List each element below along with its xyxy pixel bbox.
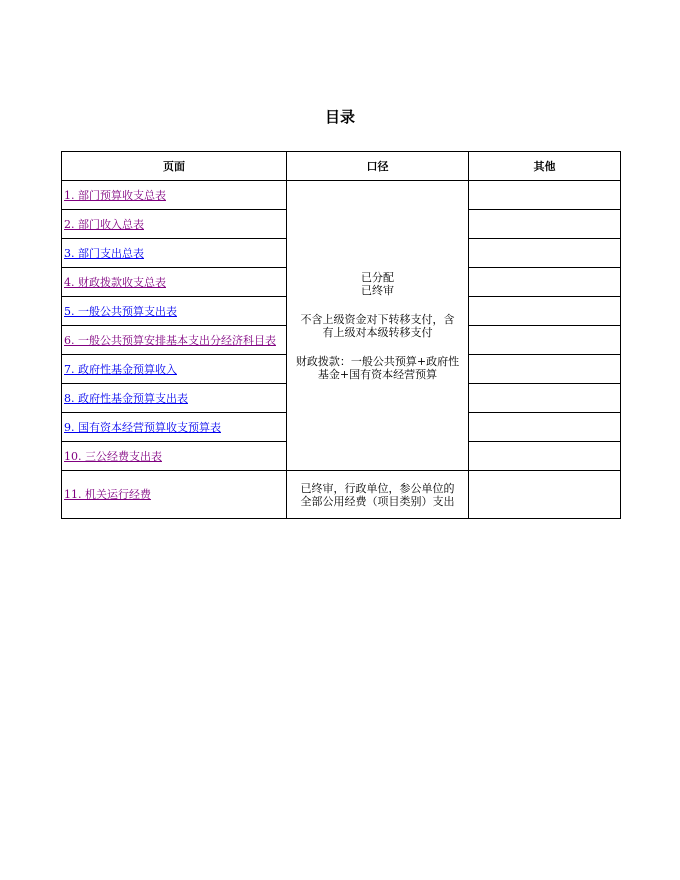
link-three-public-expenses[interactable]: 10. 三公经费支出表 bbox=[64, 449, 162, 463]
caliber-line: 有上级对本级转移支付 bbox=[322, 325, 433, 339]
link-agency-operating-funds[interactable]: 11. 机关运行经费 bbox=[64, 488, 151, 501]
link-expenditure-summary[interactable]: 3. 部门支出总表 bbox=[64, 246, 144, 260]
other-cell bbox=[469, 355, 621, 384]
link-income-summary[interactable]: 2. 部门收入总表 bbox=[64, 217, 144, 231]
link-general-public-budget[interactable]: 5. 一般公共预算支出表 bbox=[64, 304, 177, 318]
other-cell bbox=[469, 326, 621, 355]
link-gov-fund-expenditure[interactable]: 8. 政府性基金预算支出表 bbox=[64, 391, 188, 405]
caliber-line: 不含上级资金对下转移支付，含 bbox=[300, 312, 455, 326]
page-cell bbox=[62, 239, 287, 268]
caliber-paragraph bbox=[289, 313, 466, 339]
page-cell bbox=[62, 210, 287, 239]
other-cell bbox=[469, 181, 621, 210]
caliber-cell-last bbox=[287, 471, 469, 519]
link-budget-summary[interactable]: 1. 部门预算收支总表 bbox=[64, 188, 166, 202]
other-cell bbox=[469, 471, 621, 519]
other-cell bbox=[469, 210, 621, 239]
page-cell bbox=[62, 442, 287, 471]
page-title: 目录 bbox=[324, 108, 355, 126]
caliber-paragraph bbox=[289, 355, 466, 381]
page-cell bbox=[62, 297, 287, 326]
page-cell bbox=[62, 181, 287, 210]
other-cell bbox=[469, 384, 621, 413]
table-row bbox=[62, 471, 621, 519]
page-cell bbox=[62, 384, 287, 413]
page-cell bbox=[62, 355, 287, 384]
other-cell bbox=[469, 239, 621, 268]
link-state-capital-budget[interactable]: 9. 国有资本经营预算收支预算表 bbox=[64, 420, 221, 434]
other-cell bbox=[469, 413, 621, 442]
caliber-line: 基金+国有资本经营预算 bbox=[317, 367, 438, 381]
table-row bbox=[62, 181, 621, 210]
link-basic-expenditure-economic[interactable]: 6. 一般公共预算安排基本支出分经济科目表 bbox=[64, 333, 276, 347]
other-cell bbox=[469, 297, 621, 326]
header-caliber: 口径 bbox=[287, 152, 469, 181]
page-cell bbox=[62, 413, 287, 442]
other-cell bbox=[469, 442, 621, 471]
page-cell bbox=[62, 326, 287, 355]
caliber-line: 已分配 bbox=[361, 270, 394, 284]
page-cell bbox=[62, 471, 287, 519]
caliber-line: 已终审 bbox=[361, 283, 394, 297]
other-cell bbox=[469, 268, 621, 297]
page-cell bbox=[62, 268, 287, 297]
header-other: 其他 bbox=[469, 152, 621, 181]
caliber-paragraph bbox=[289, 271, 466, 297]
link-gov-fund-income[interactable]: 7. 政府性基金预算收入 bbox=[64, 362, 177, 376]
directory-table bbox=[61, 151, 621, 519]
caliber-cell-main bbox=[287, 181, 469, 471]
caliber-line: 已终审，行政单位，参公单位的 bbox=[300, 481, 455, 495]
caliber-line: 全部公用经费（项目类别）支出 bbox=[300, 494, 455, 508]
header-page: 页面 bbox=[62, 152, 287, 181]
caliber-line: 财政拨款：一般公共预算+政府性 bbox=[295, 354, 460, 368]
header-row bbox=[62, 152, 621, 181]
link-fiscal-appropriation[interactable]: 4. 财政拨款收支总表 bbox=[64, 275, 166, 289]
